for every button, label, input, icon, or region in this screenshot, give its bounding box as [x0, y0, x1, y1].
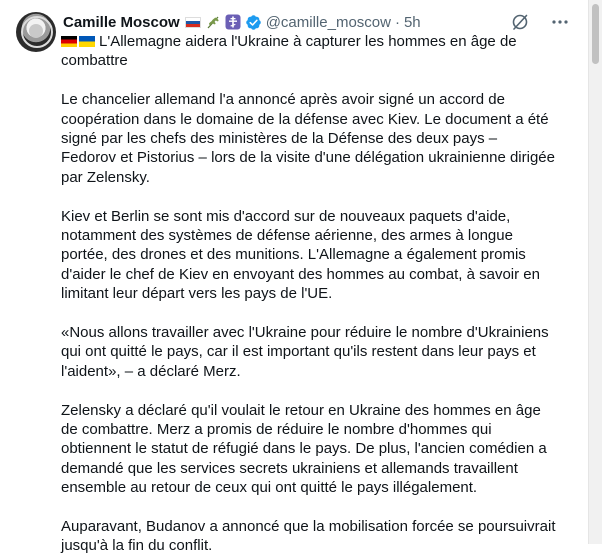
paragraph-5: Auparavant, Budanov a annoncé que la mobilisation forcée se poursuivrait jusqu'à la fin du conflit.	[61, 518, 556, 555]
verified-badge-icon	[245, 14, 262, 31]
post-time[interactable]: 5h	[403, 13, 421, 31]
olive-branch-icon	[205, 14, 221, 30]
orthodox-cross-icon	[225, 14, 241, 30]
more-options-icon[interactable]	[550, 12, 570, 32]
tweet-headline-line	[61, 32, 556, 71]
author-handle[interactable]: @camille_moscow	[265, 13, 391, 31]
author-name[interactable]: Camille Moscow	[63, 13, 180, 31]
tweet-actions	[510, 12, 570, 32]
tweet-headline: L'Allemagne aidera l'Ukraine à capturer les hommes en âge de combattre	[61, 33, 517, 70]
scrollbar-thumb[interactable]	[592, 4, 599, 64]
header-separator: ·	[394, 13, 400, 31]
avatar[interactable]	[16, 12, 56, 52]
paragraph-4: Zelensky a déclaré qu'il voulait le retour en Ukraine des hommes en âge de combattre. Merz a promis de réduire le nombre d'hommes qui obtiennent le statut de réfugié dans le pays. De plus, l'ancien comédien a demandé que les services secrets ukrainiens et allemands travaillent ensemble au retour de ceux qui ont quitté le pays illégalement.	[61, 401, 547, 497]
paragraph-3: «Nous allons travailler avec l'Ukraine pour réduire le nombre d'Ukrainiens qui ont quitté le pays, car il est important qu'ils restent dans leur pays et l'aident», – a déclaré Merz.	[61, 324, 549, 380]
grok-icon[interactable]	[510, 12, 530, 32]
paragraph-2: Kiev et Berlin se sont mis d'accord sur de nouveaux paquets d'aide, notamment des systèmes de défense aérienne, des armes à longue portée, des drones et des munitions. L'Allemagne a également promis d'aider le chef de Kiev en envoyant des hommes au combat, à savoir en limitant leur départ vers les pays de l'UE.	[61, 207, 540, 303]
russia-flag-icon	[185, 17, 201, 28]
tweet-header	[63, 12, 421, 32]
tweet-text	[61, 32, 556, 556]
paragraph-1: Le chancelier allemand l'a annoncé après avoir signé un accord de coopération dans le domaine de la défense avec Kiev. Le document a été signé par les chefs des ministères de la Défense des deux pays – Fedorov et Pistorius – lors de la visite d'une délégation ukrainienne dirigée par Zelensky.	[61, 91, 555, 186]
germany-flag-icon	[61, 36, 77, 47]
scrollbar[interactable]	[588, 0, 602, 544]
ukraine-flag-icon	[79, 36, 95, 47]
avatar-face	[29, 24, 43, 38]
